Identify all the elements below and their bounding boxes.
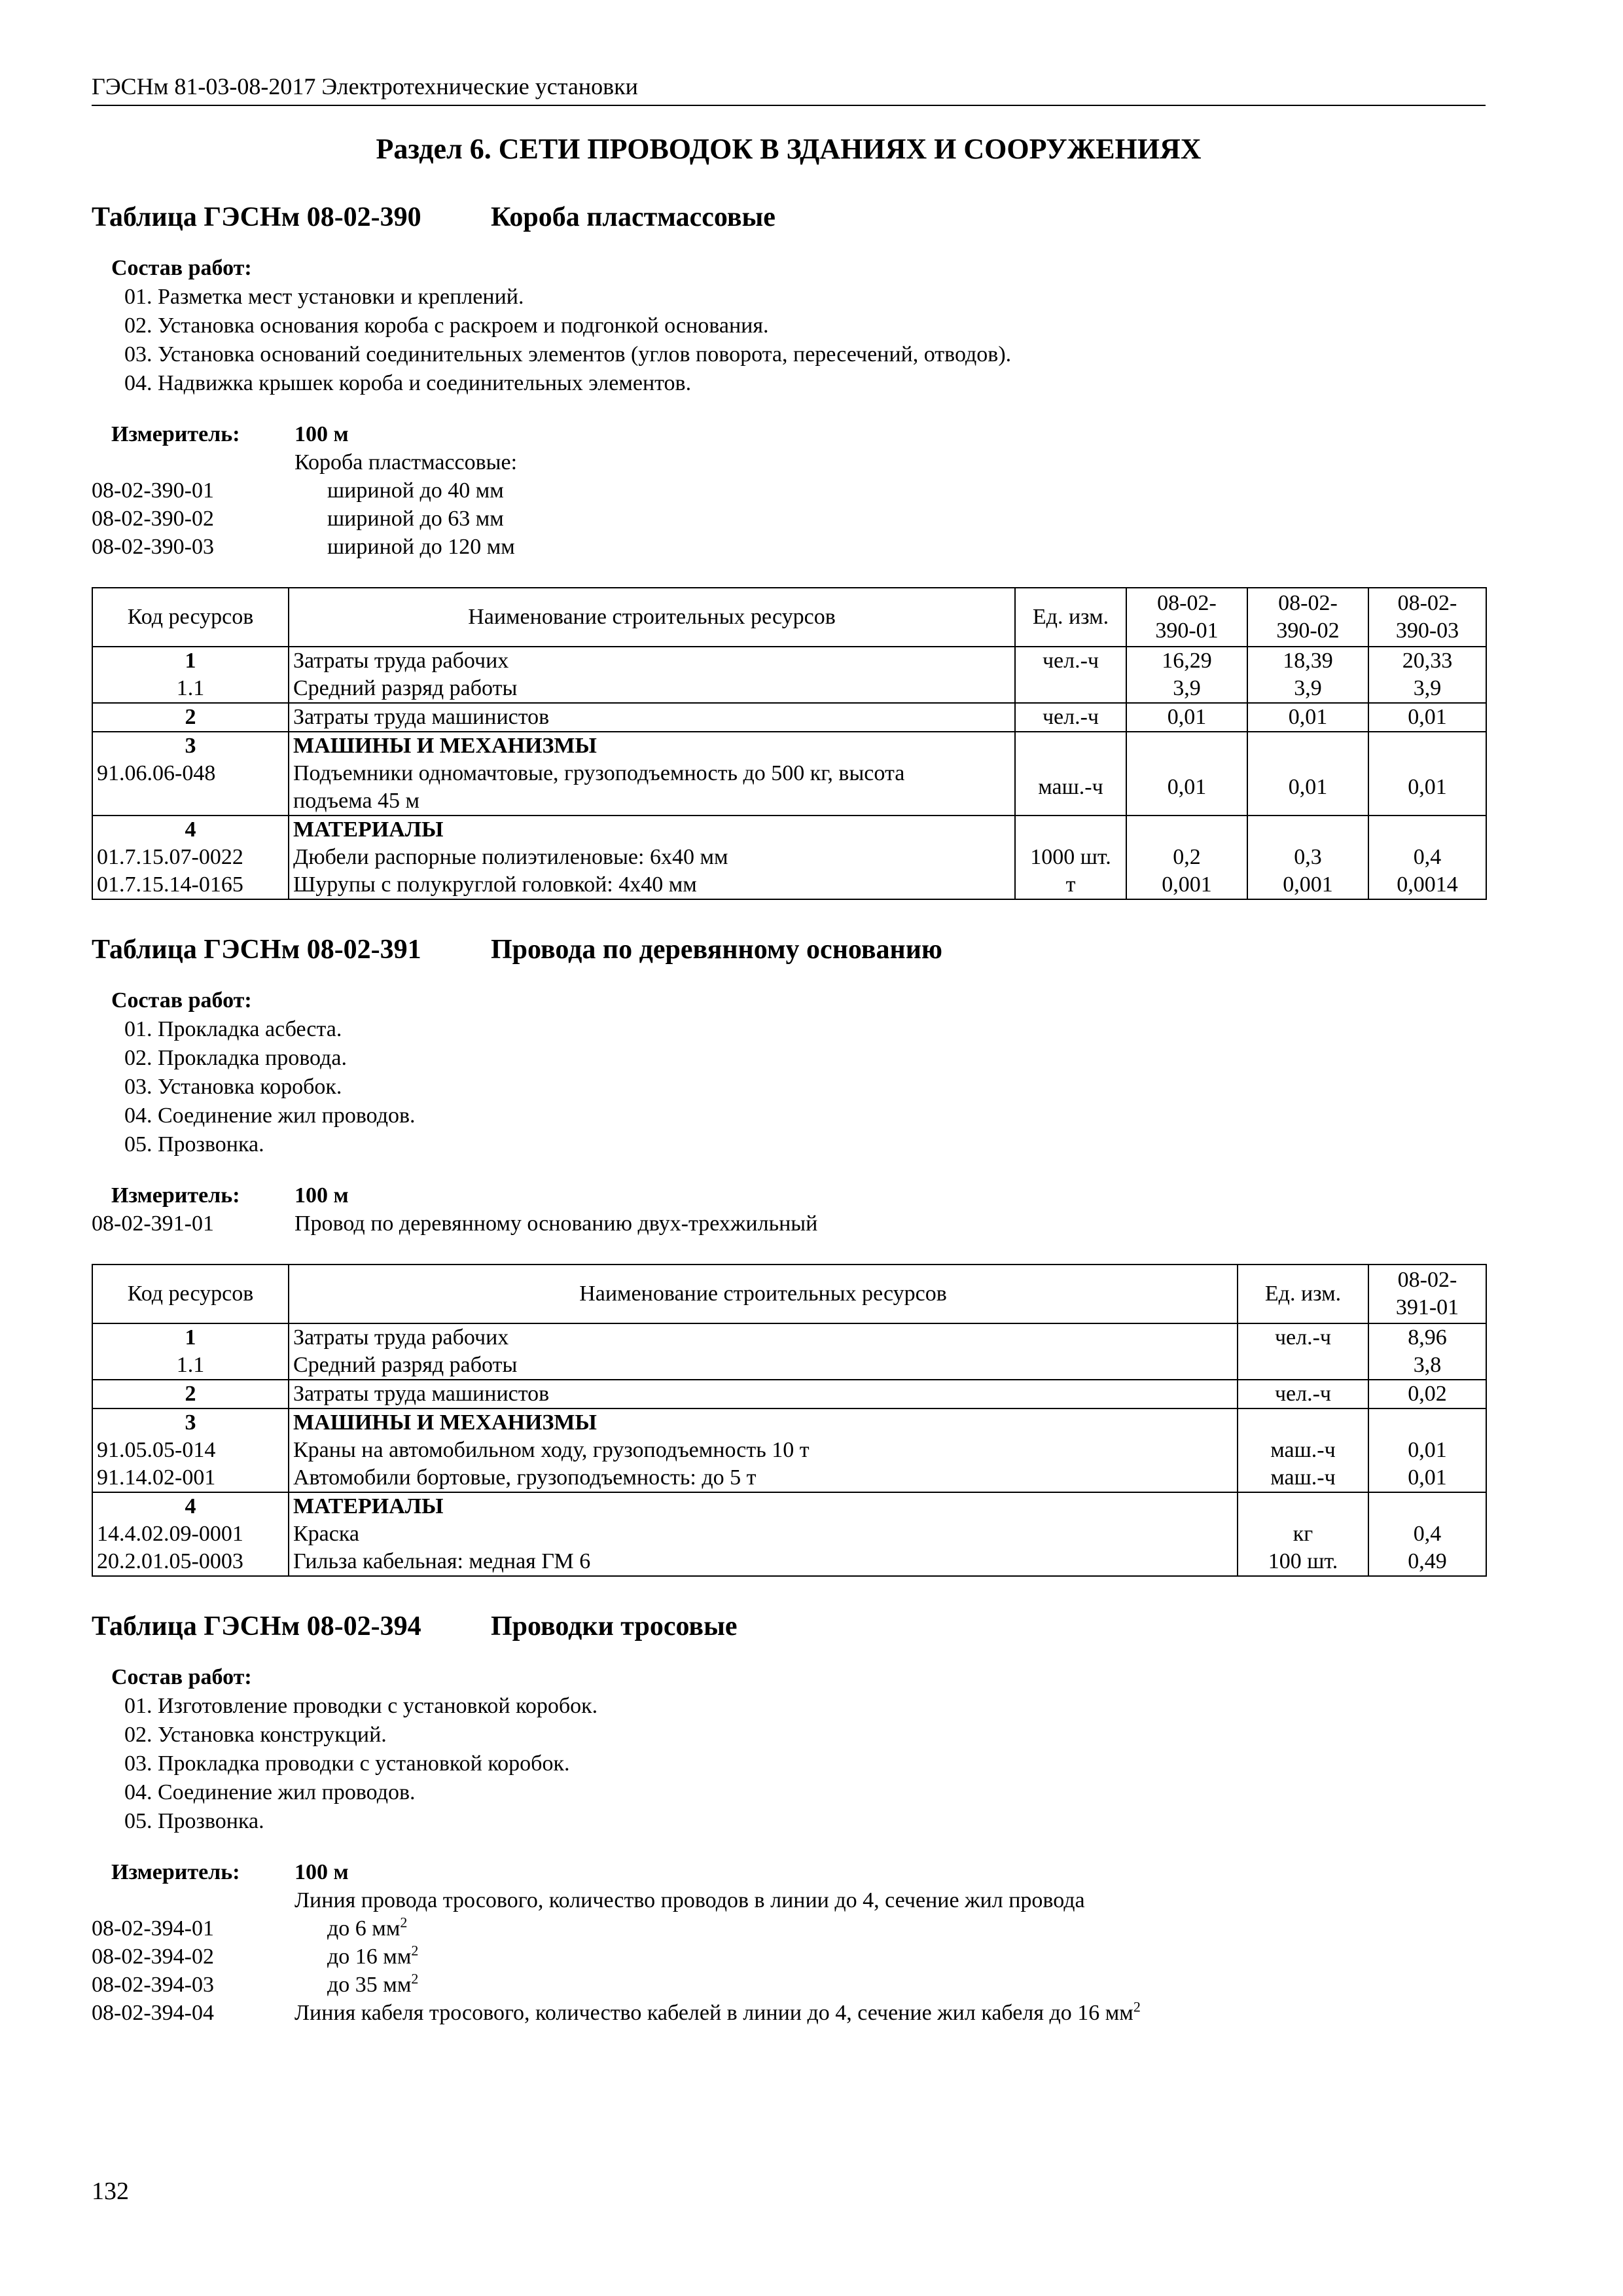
- header-name: Наименование строительных ресурсов: [289, 588, 1015, 647]
- table-390-title: [92, 200, 1486, 234]
- table-391-measure: [92, 1181, 1486, 1238]
- works-item: 03. Установка оснований соединительных элементов (углов поворота, пересечений, отводов).: [124, 342, 1012, 367]
- works-item: 04. Надвижка крышек короба и соединительных элементов.: [124, 371, 692, 395]
- item-text: шириной до 120 мм: [327, 535, 515, 559]
- table-row: 3 МАШИНЫ И МЕХАНИЗМЫ: [92, 732, 1486, 760]
- table-row: 1.1 Средний разряд работы 3,8: [92, 1352, 1486, 1380]
- measure-description: Линия провода тросового, количество проводов в линии до 4, сечение жил провода: [294, 1888, 1085, 1912]
- works-item: 01. Прокладка асбеста.: [124, 1017, 342, 1041]
- table-391-code: Таблица ГЭСНм 08-02-391: [92, 935, 421, 965]
- table-391-resources: [92, 1264, 1487, 1577]
- table-394-works: [92, 1663, 1486, 1836]
- measure-value: 100 м: [294, 1860, 349, 1884]
- table-row: 1.1 Средний разряд работы 3,9 3,9 3,9: [92, 675, 1486, 703]
- header-code: Код ресурсов: [92, 588, 289, 647]
- document-page: [92, 72, 1486, 2027]
- header-name: Наименование строительных ресурсов: [289, 1265, 1238, 1323]
- table-390-code: Таблица ГЭСНм 08-02-390: [92, 202, 421, 232]
- table-394-name: Проводки тросовые: [491, 1611, 738, 1641]
- table-row: 20.2.01.05-0003 Гильза кабельная: медная ГМ 6 100 шт. 0,49: [92, 1548, 1486, 1576]
- measure-label: Измеритель:: [111, 422, 240, 446]
- item-text: Линия кабеля тросового, количество кабелей в линии до 4, сечение жил кабеля до 16 $мм^2$: [294, 1998, 1141, 2025]
- table-row: 01.7.15.07-0022 Дюбели распорные полиэтиленовые: 6х40 мм 1000 шт. 0,2 0,3 0,4: [92, 844, 1486, 871]
- table-row: 1 Затраты труда рабочих чел.-ч 8,96: [92, 1323, 1486, 1352]
- works-label: Состав работ:: [111, 256, 252, 280]
- item-text: до 6 $мм^2$: [327, 1914, 408, 1941]
- measure-value: 100 м: [294, 1183, 349, 1208]
- table-row: 01.7.15.14-0165 Шурупы с полукруглой головкой: 4х40 мм т 0,001 0,001 0,0014: [92, 871, 1486, 899]
- works-item: 05. Прозвонка.: [124, 1809, 264, 1833]
- item-text: шириной до 63 мм: [327, 507, 504, 531]
- works-item: 04. Соединение жил проводов.: [124, 1780, 416, 1804]
- item-text: до 16 $мм^2$: [327, 1942, 419, 1969]
- table-row: 2 Затраты труда машинистов чел.-ч 0,02: [92, 1380, 1486, 1408]
- item-code: 08-02-390-03: [92, 535, 214, 559]
- item-code: 08-02-394-03: [92, 1973, 214, 1997]
- table-row: 3 МАШИНЫ И МЕХАНИЗМЫ: [92, 1408, 1486, 1437]
- item-text: шириной до 40 мм: [327, 478, 504, 503]
- table-390-resources: [92, 587, 1487, 900]
- works-label: Состав работ:: [111, 988, 252, 1013]
- table-row: 2 Затраты труда машинистов чел.-ч 0,01 0,01 0,01: [92, 703, 1486, 732]
- header-unit: Ед. изм.: [1015, 588, 1126, 647]
- header-norm-390-01: 08-02- 390-01: [1126, 588, 1247, 647]
- works-item: 02. Установка конструкций.: [124, 1723, 387, 1747]
- table-row: 91.14.02-001 Автомобили бортовые, грузоподъемность: до 5 т маш.-ч 0,01: [92, 1464, 1486, 1492]
- table-row: 1 Затраты труда рабочих чел.-ч 16,29 18,39 20,33: [92, 647, 1486, 675]
- table-row: 91.06.06-048 Подъемники одномачтовые, грузоподъемность до 500 кг, высота подъема 45 м маш.-ч 0,01 0,01 0,01: [92, 760, 1486, 816]
- section-title: Раздел 6. СЕТИ ПРОВОДОК В ЗДАНИЯХ И СООРУЖЕНИЯХ: [376, 133, 1202, 165]
- works-item: 01. Разметка мест установки и креплений.: [124, 285, 524, 309]
- page-number: 132: [92, 2178, 129, 2205]
- header-code: Код ресурсов: [92, 1265, 289, 1323]
- item-code: 08-02-390-01: [92, 478, 214, 503]
- item-text: до 35 $мм^2$: [327, 1970, 419, 1997]
- table-390-works: [92, 254, 1486, 398]
- table-row: 4 МАТЕРИАЛЫ: [92, 1492, 1486, 1520]
- table-row: 14.4.02.09-0001 Краска кг 0,4: [92, 1520, 1486, 1548]
- table-394-code: Таблица ГЭСНм 08-02-394: [92, 1611, 421, 1641]
- item-code: 08-02-390-02: [92, 507, 214, 531]
- table-row: 91.05.05-014 Краны на автомобильном ходу, грузоподъемность 10 т маш.-ч 0,01: [92, 1437, 1486, 1464]
- table-row: 4 МАТЕРИАЛЫ: [92, 816, 1486, 844]
- table-391-name: Провода по деревянному основанию: [491, 935, 943, 965]
- item-code: 08-02-394-01: [92, 1916, 214, 1941]
- header-norm-391-01: 08-02- 391-01: [1368, 1265, 1486, 1323]
- works-item: 03. Прокладка проводки с установкой коробок.: [124, 1751, 570, 1776]
- table-391-works: [92, 986, 1486, 1159]
- measure-label: Измеритель:: [111, 1183, 240, 1208]
- header-unit: Ед. изм.: [1238, 1265, 1368, 1323]
- works-item: 02. Установка основания короба с раскроем и подгонкой основания.: [124, 314, 769, 338]
- table-391-title: [92, 933, 1486, 967]
- table-390-name: Короба пластмассовые: [491, 202, 776, 232]
- works-item: 03. Установка коробок.: [124, 1075, 342, 1099]
- running-head: ГЭСНм 81-03-08-2017 Электротехнические установки: [92, 72, 1486, 106]
- item-code: 08-02-394-04: [92, 2001, 214, 2025]
- measure-description: Короба пластмассовые:: [294, 450, 518, 475]
- item-code: 08-02-391-01: [92, 1211, 214, 1236]
- works-label: Состав работ:: [111, 1665, 252, 1689]
- works-item: 05. Прозвонка.: [124, 1132, 264, 1157]
- item-text: Провод по деревянному основанию двух-трехжильный: [294, 1211, 818, 1236]
- item-code: 08-02-394-02: [92, 1945, 214, 1969]
- works-item: 04. Соединение жил проводов.: [124, 1103, 416, 1128]
- table-390-measure: [92, 420, 1486, 561]
- table-394-title: [92, 1609, 1486, 1643]
- header-norm-390-02: 08-02- 390-02: [1247, 588, 1368, 647]
- table-394-measure: [92, 1858, 1486, 2027]
- header-norm-390-03: 08-02- 390-03: [1368, 588, 1486, 647]
- works-item: 02. Прокладка провода.: [124, 1046, 347, 1070]
- measure-value: 100 м: [294, 422, 349, 446]
- works-item: 01. Изготовление проводки с установкой коробок.: [124, 1694, 598, 1718]
- measure-label: Измеритель:: [111, 1860, 240, 1884]
